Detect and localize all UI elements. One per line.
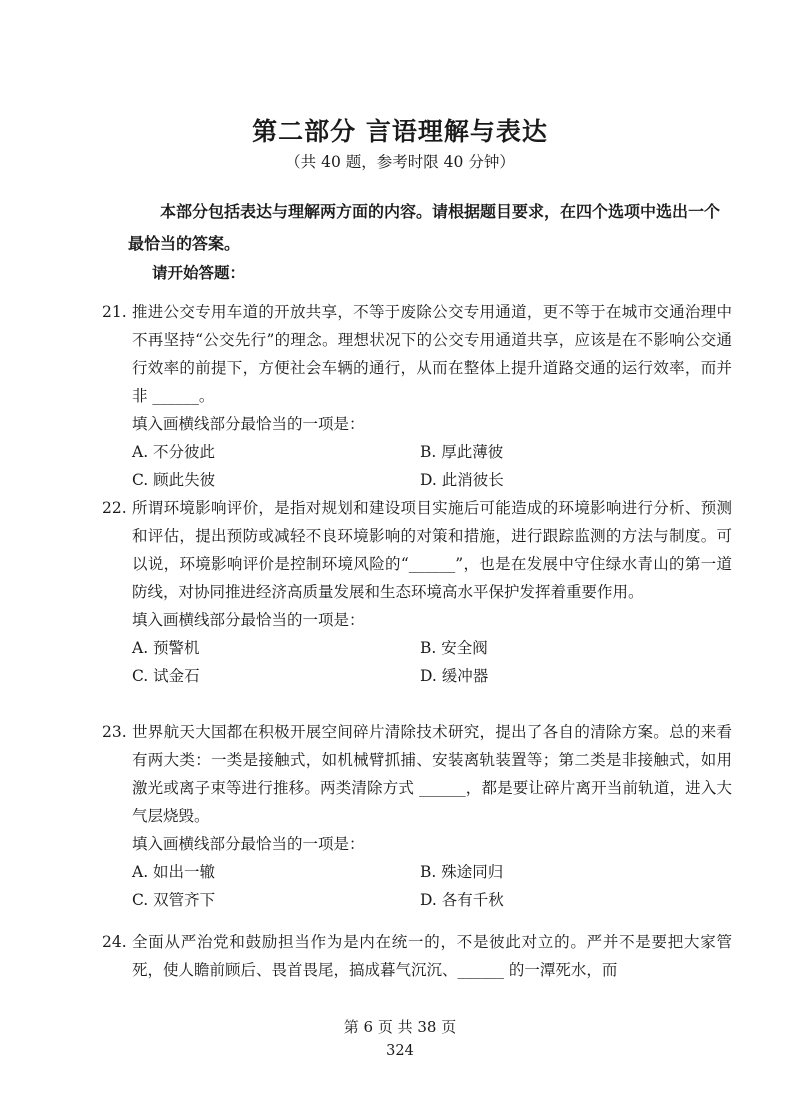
option-a: A. 如出一辙: [132, 863, 216, 881]
question-stem: 世界航天大国都在积极开展空间碎片清除技术研究，提出了各自的清除方案。总的来看有两大类：一类是接触式，如机械臂抓捕、安装离轨装置等；第二类是非接触式，如用激光或离子束等进行推移。两类清除方式 ______，都是要让碎片离开当前轨道，进入大气层烧毁。: [132, 723, 732, 825]
option-a: A. 不分彼此: [132, 443, 216, 461]
page-number: 324: [386, 1043, 414, 1059]
option-d: D. 此消彼长: [420, 471, 504, 489]
question-22: [102, 494, 732, 690]
section-instructions: 本部分包括表达与理解两方面的内容。请根据题目要求，在四个选项中选出一个最恰当的答案。: [128, 202, 721, 253]
question-stem: 所谓环境影响评价，是指对规划和建设项目实施后可能造成的环境影响进行分析、预测和评估，提出预防或减轻不良环境影响的对策和措施，进行跟踪监测的方法与制度。可以说，环境影响评价是控制环境风险的“______”，也是在发展中守住绿水青山的第一道防线，对协同推进经济高质量发展和生态环境高水平保护发挥着重要作用。: [132, 499, 732, 601]
option-c: C. 顾此失彼: [132, 471, 216, 489]
start-label: 请开始答题：: [152, 264, 246, 282]
question-24: [102, 928, 732, 984]
option-b: B. 厚此薄彼: [420, 443, 504, 461]
option-c: C. 试金石: [132, 667, 200, 685]
option-a: A. 预警机: [132, 639, 200, 657]
question-stem: 全面从严治党和鼓励担当作为是内在统一的，不是彼此对立的。严并不是要把大家管死，使人瞻前顾后、畏首畏尾，搞成暮气沉沉、______ 的一潭死水，而: [132, 933, 732, 979]
option-d: D. 缓冲器: [420, 667, 489, 685]
question-number: 22.: [102, 499, 127, 517]
option-d: D. 各有千秋: [420, 891, 504, 909]
option-list: [132, 634, 732, 690]
option-list: [132, 438, 732, 494]
option-list: [132, 858, 732, 914]
option-b: B. 安全阀: [420, 639, 488, 657]
option-c: C. 双管齐下: [132, 891, 216, 909]
section-subtitle: （共 40 题，参考时限 40 分钟）: [285, 153, 515, 171]
question-stem: 推进公交专用车道的开放共享，不等于废除公交专用通道，更不等于在城市交通治理中不再坚持“公交先行”的理念。理想状况下的公交专用通道共享，应该是在不影响公交通行效率的前提下，方便社会车辆的通行，从而在整体上提升道路交通的运行效率，而并非 ______。: [132, 303, 732, 405]
question-number: 23.: [102, 723, 127, 741]
section-title: 第二部分 言语理解与表达: [252, 117, 548, 146]
question-23: [102, 718, 732, 914]
question-prompt: 填入画横线部分最恰当的一项是：: [132, 415, 365, 433]
question-prompt: 填入画横线部分最恰当的一项是：: [132, 835, 365, 853]
question-prompt: 填入画横线部分最恰当的一项是：: [132, 611, 365, 629]
question-number: 21.: [102, 303, 127, 321]
option-b: B. 殊途同归: [420, 863, 504, 881]
question-number: 24.: [102, 933, 127, 951]
page-footer: 第 6 页 共 38 页: [343, 1018, 457, 1036]
question-21: [102, 298, 732, 494]
